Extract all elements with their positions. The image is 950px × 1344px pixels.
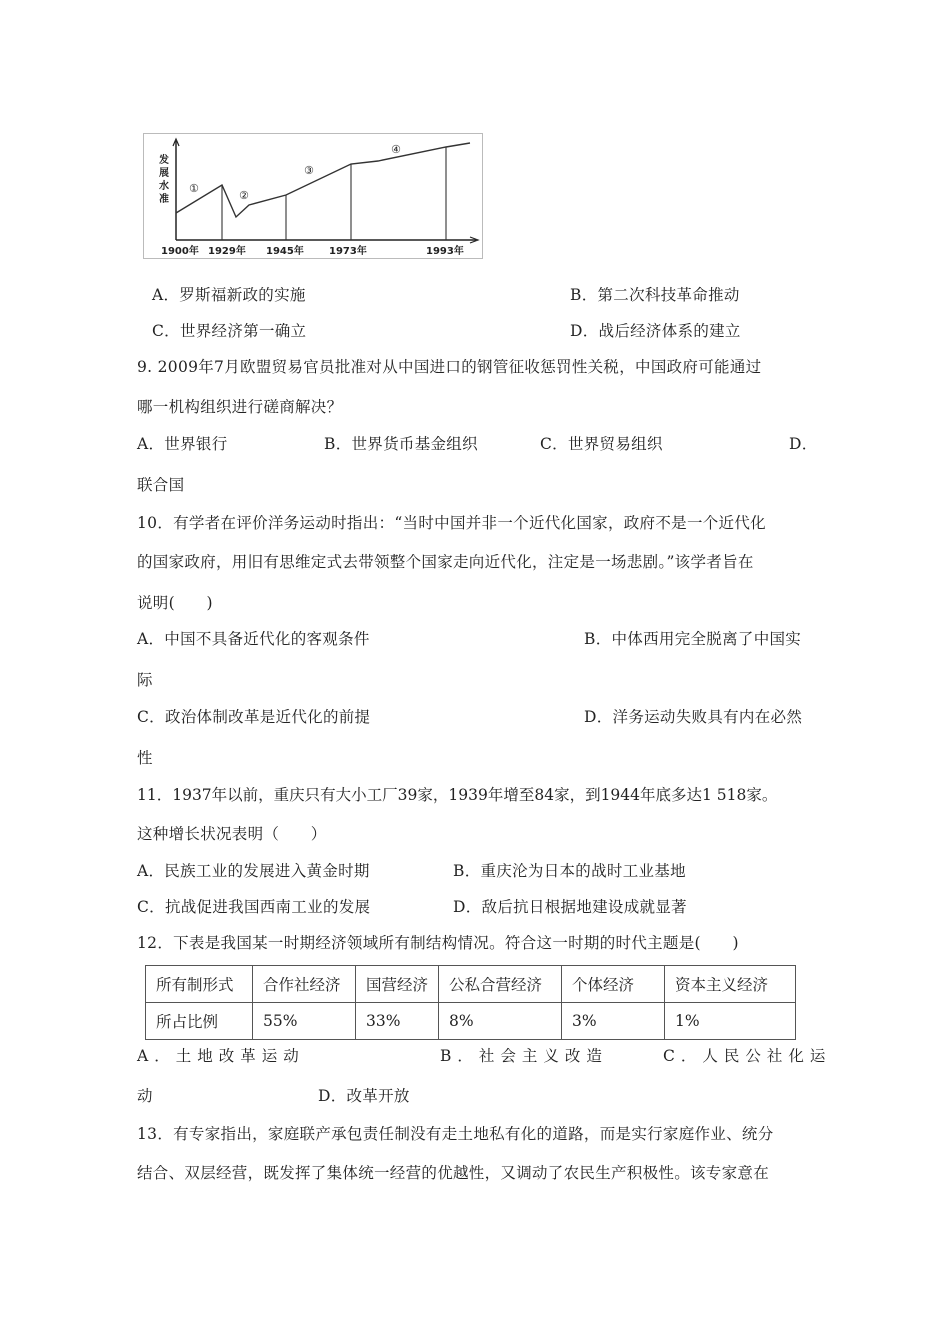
q13-stem-line2: 结合、双层经营，既发挥了集体统一经营的优越性，又调动了农民生产积极性。该专家意在	[137, 1164, 770, 1182]
q10-option-d: D．洋务运动失败具有内在必然	[584, 708, 803, 726]
table-cell: 所有制形式	[146, 966, 253, 1003]
stage-marker-4: ④	[391, 143, 401, 156]
q9-option-d-continued: 联合国	[137, 476, 185, 494]
x-tick-1993: 1993年	[426, 246, 464, 257]
table-cell: 公私合营经济	[439, 966, 562, 1003]
q12-option-a: A．土地改革运动	[137, 1047, 305, 1065]
table-header-row	[146, 966, 796, 1003]
table-cell: 国营经济	[356, 966, 439, 1003]
stage-marker-1: ①	[189, 182, 199, 195]
table-row	[146, 1003, 796, 1040]
q8-option-b: B．第二次科技革命推动	[570, 286, 740, 304]
y-label-char: 发	[159, 155, 169, 166]
q11-option-b: B．重庆沦为日本的战时工业基地	[453, 862, 686, 880]
q11-stem-line1: 11．1937年以前，重庆只有大小工厂39家，1939年增至84家，到1944年底多达1 518家。	[137, 786, 778, 804]
stage-marker-2: ②	[239, 189, 249, 202]
development-level-figure	[143, 133, 483, 259]
q10-option-d-continued: 性	[137, 749, 153, 767]
table-cell: 33%	[356, 1003, 439, 1040]
q11-stem-line2: 这种增长状况表明（ ）	[137, 825, 327, 843]
table-cell: 8%	[439, 1003, 562, 1040]
q12-option-c-continued: 动	[137, 1087, 153, 1105]
q10-option-a: A．中国不具备近代化的客观条件	[137, 630, 370, 648]
q11-option-c: C．抗战促进我国西南工业的发展	[137, 898, 371, 916]
q12-stem-line1: 12．下表是我国某一时期经济领域所有制结构情况。符合这一时期的时代主题是( )	[137, 934, 739, 952]
q10-stem-line3: 说明( )	[137, 594, 213, 612]
q9-option-c: C．世界贸易组织	[540, 435, 663, 453]
q11-option-a: A．民族工业的发展进入黄金时期	[137, 862, 370, 880]
q11-option-d: D．敌后抗日根据地建设成就显著	[453, 898, 687, 916]
x-tick-1945: 1945年	[266, 246, 304, 257]
q8-option-d: D．战后经济体系的建立	[570, 322, 741, 340]
table-cell: 1%	[665, 1003, 796, 1040]
y-label-char: 准	[159, 194, 169, 205]
q10-option-b-continued: 际	[137, 671, 153, 689]
q10-stem-line1: 10．有学者在评价洋务运动时指出：“当时中国并非一个近代化国家，政府不是一个近代化	[137, 514, 766, 532]
table-cell: 55%	[253, 1003, 356, 1040]
table-cell: 合作社经济	[253, 966, 356, 1003]
q8-option-c: C．世界经济第一确立	[152, 322, 307, 340]
table-cell: 3%	[562, 1003, 665, 1040]
stage-marker-3: ③	[304, 164, 314, 177]
x-tick-1973: 1973年	[329, 246, 367, 257]
y-label-char: 展	[159, 168, 169, 179]
q10-stem-line2: 的国家政府，用旧有思维定式去带领整个国家走向近代化，注定是一场悲剧。”该学者旨在	[137, 553, 754, 571]
q9-stem-line2: 哪一机构组织进行磋商解决？	[137, 398, 343, 416]
table-cell: 所占比例	[146, 1003, 253, 1040]
q12-option-b: B．社会主义改造	[440, 1047, 608, 1065]
q12-option-d: D．改革开放	[318, 1087, 410, 1105]
q9-option-b: B．世界货币基金组织	[324, 435, 478, 453]
y-label-char: 水	[159, 181, 169, 192]
x-tick-1900: 1900年	[161, 246, 199, 257]
q10-option-b: B．中体西用完全脱离了中国实	[584, 630, 802, 648]
table-cell: 个体经济	[562, 966, 665, 1003]
q9-option-a: A．世界银行	[137, 435, 228, 453]
q9-option-d: D．	[789, 435, 818, 453]
x-tick-1929: 1929年	[208, 246, 246, 257]
q8-option-a: A．罗斯福新政的实施	[152, 286, 306, 304]
q10-option-c: C．政治体制改革是近代化的前提	[137, 708, 371, 726]
q9-stem-line1: 9. 2009年7月欧盟贸易官员批准对从中国进口的钢管征收惩罚性关税，中国政府可能通过	[137, 358, 762, 376]
q13-stem-line1: 13．有专家指出，家庭联产承包责任制没有走土地私有化的道路，而是实行家庭作业、统分	[137, 1125, 774, 1143]
table-cell: 资本主义经济	[665, 966, 796, 1003]
ownership-structure-table	[145, 965, 796, 1040]
q12-option-c: C．人民公社化运	[663, 1047, 832, 1065]
